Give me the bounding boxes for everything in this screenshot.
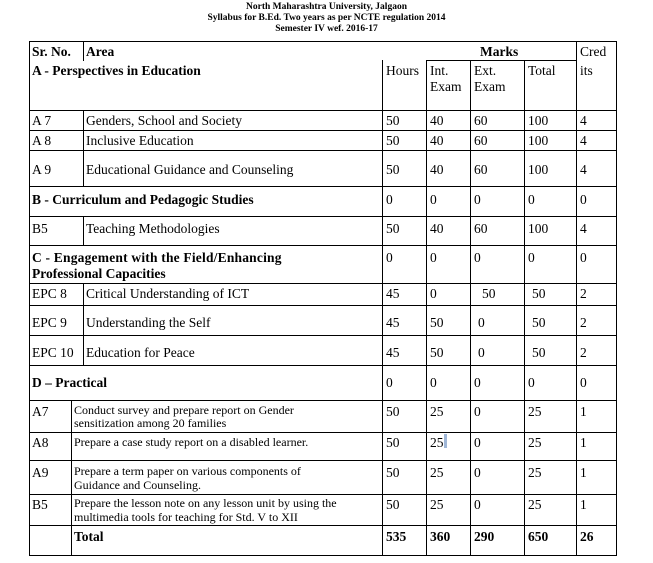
section-heading: B - Curriculum and Pedagogic Studies	[32, 192, 254, 207]
col-marks: Marks	[480, 44, 519, 59]
cell-total: 0	[528, 192, 535, 207]
cell-total: 50	[532, 315, 546, 330]
cell-sr-no: A 7	[32, 113, 52, 128]
cell-area: multimedia tools for teaching for Std. V to XII	[74, 510, 298, 524]
cell-total: 50	[532, 345, 546, 360]
rule	[29, 305, 617, 306]
rule	[29, 41, 617, 42]
rule	[29, 494, 617, 495]
cell-ext-exam: 0	[474, 497, 481, 512]
cell-total: 0	[528, 250, 535, 265]
rule	[426, 60, 427, 556]
cell-hours: 50	[386, 113, 400, 128]
cell-total: 25	[528, 465, 542, 480]
cell-ext-exam: 50	[482, 286, 496, 301]
rule	[71, 400, 72, 556]
col-int-exam: Int.	[430, 63, 449, 78]
cell-credits: 4	[580, 113, 587, 128]
cell-hours: 50	[386, 435, 400, 450]
cell-ext-exam: 0	[474, 250, 481, 265]
cell-sr-no: EPC 8	[32, 286, 67, 301]
cell-ext-exam: 0	[474, 192, 481, 207]
cell-ext-exam: 0	[478, 345, 485, 360]
cell-int-exam: 360	[430, 529, 451, 544]
col-sr-no: Sr. No.	[32, 44, 71, 59]
rule	[29, 335, 617, 336]
cell-ext-exam: 60	[474, 162, 488, 177]
cell-int-exam: 40	[430, 221, 444, 236]
cell-ext-exam: 0	[474, 435, 481, 450]
rule	[382, 60, 383, 556]
rule	[29, 432, 617, 433]
cell-hours: 50	[386, 404, 400, 419]
cell-int-exam: 25	[430, 465, 444, 480]
rule	[29, 283, 617, 284]
cell-ext-exam: 0	[474, 375, 481, 390]
cell-hours: 50	[386, 465, 400, 480]
cell-total: 100	[528, 162, 549, 177]
section-heading: A - Perspectives in Education	[32, 63, 201, 78]
section-heading: D – Practical	[32, 375, 107, 390]
rule	[29, 41, 30, 556]
rule	[83, 110, 84, 187]
rule	[29, 245, 617, 246]
cell-credits: 1	[580, 465, 587, 480]
rule	[29, 400, 617, 401]
cell-sr-no: EPC 9	[32, 315, 67, 330]
cell-sr-no: EPC 10	[32, 345, 74, 360]
cell-int-exam: 25	[430, 497, 444, 512]
cell-total: 25	[528, 497, 542, 512]
cell-area: Understanding the Self	[86, 315, 211, 330]
cell-sr-no: B5	[32, 497, 48, 512]
rule	[524, 60, 525, 556]
cell-area: Guidance and Counseling.	[74, 478, 201, 492]
cell-hours: 50	[386, 221, 400, 236]
col-credits: Cred	[580, 44, 607, 59]
col-area: Area	[86, 44, 115, 59]
cell-area: Education for Peace	[86, 345, 195, 360]
col-credits: its	[580, 63, 593, 78]
cell-int-exam: 40	[430, 113, 444, 128]
cell-ext-exam: 60	[474, 221, 488, 236]
cell-credits: 1	[580, 435, 587, 450]
cell-sr-no: B5	[32, 221, 48, 236]
cell-hours: 0	[386, 250, 393, 265]
rule	[29, 150, 617, 151]
cell-total: 25	[528, 435, 542, 450]
rule	[616, 41, 617, 556]
cell-credits: 26	[580, 529, 594, 544]
cell-credits: 2	[580, 315, 587, 330]
cell-credits: 1	[580, 404, 587, 419]
cell-int-exam: 50	[430, 315, 444, 330]
cell-int-exam: 0	[430, 375, 437, 390]
rule	[29, 216, 617, 217]
cell-total: 100	[528, 133, 549, 148]
rule	[29, 555, 617, 556]
cell-int-exam: 0	[430, 192, 437, 207]
cell-sr-no: A 8	[32, 133, 52, 148]
section-heading: Professional Capacities	[32, 266, 166, 281]
rule	[29, 186, 617, 187]
rule	[576, 41, 577, 556]
cell-area: Inclusive Education	[86, 133, 194, 148]
cell-area: Critical Understanding of ICT	[86, 286, 250, 301]
cell-credits: 2	[580, 286, 587, 301]
cell-hours: 0	[386, 375, 393, 390]
col-hours: Hours	[386, 63, 419, 78]
cell-ext-exam: 60	[474, 133, 488, 148]
cell-hours: 50	[386, 497, 400, 512]
cell-hours: 0	[386, 192, 393, 207]
cell-credits: 0	[580, 375, 587, 390]
cell-total: 100	[528, 221, 549, 236]
col-ext-exam: Exam	[474, 79, 506, 94]
header-university: North Maharashtra University, Jalgaon	[246, 2, 407, 12]
cell-int-exam: 40	[430, 133, 444, 148]
cell-area: Prepare a case study report on a disabled learner.	[74, 435, 309, 449]
text-cursor	[444, 434, 447, 448]
cell-hours: 45	[386, 345, 400, 360]
cell-int-exam: 25	[430, 435, 444, 450]
rule	[29, 110, 617, 111]
cell-hours: 50	[386, 162, 400, 177]
cell-ext-exam: 0	[478, 315, 485, 330]
cell-credits: 4	[580, 162, 587, 177]
cell-area: Genders, School and Society	[86, 113, 242, 128]
cell-credits: 0	[580, 192, 587, 207]
cell-hours: 45	[386, 315, 400, 330]
cell-credits: 1	[580, 497, 587, 512]
rule	[29, 525, 617, 526]
cell-int-exam: 0	[430, 286, 437, 301]
header-semester: Semester IV wef. 2016-17	[275, 24, 378, 34]
col-total: Total	[528, 63, 556, 78]
cell-credits: 2	[580, 345, 587, 360]
cell-area: Prepare a term paper on various components of	[74, 464, 301, 478]
cell-total: 100	[528, 113, 549, 128]
rule	[426, 60, 576, 61]
cell-hours: 535	[386, 529, 407, 544]
cell-sr-no: A8	[32, 435, 49, 450]
cell-int-exam: 0	[430, 250, 437, 265]
rule	[29, 365, 617, 366]
cell-sr-no: A 9	[32, 162, 52, 177]
cell-int-exam: 50	[430, 345, 444, 360]
section-heading: C - Engagement with the Field/Enhancing	[32, 250, 282, 265]
rule	[29, 130, 617, 131]
cell-area: Teaching Methodologies	[86, 221, 220, 236]
cell-total: 25	[528, 404, 542, 419]
total-label: Total	[74, 529, 104, 544]
col-ext-exam: Ext.	[474, 63, 497, 78]
cell-area: Prepare the lesson note on any lesson unit by using the	[74, 496, 337, 510]
rule	[83, 41, 84, 61]
header-syllabus: Syllabus for B.Ed. Two years as per NCTE regulation 2014	[207, 13, 446, 23]
cell-ext-exam: 0	[474, 404, 481, 419]
cell-ext-exam: 290	[474, 529, 495, 544]
cell-total: 0	[528, 375, 535, 390]
cell-hours: 50	[386, 133, 400, 148]
cell-area: Educational Guidance and Counseling	[86, 162, 294, 177]
cell-total: 650	[528, 529, 549, 544]
cell-ext-exam: 60	[474, 113, 488, 128]
cell-credits: 4	[580, 221, 587, 236]
cell-area: Conduct survey and prepare report on Gender	[74, 403, 294, 417]
cell-credits: 0	[580, 250, 587, 265]
cell-int-exam: 40	[430, 162, 444, 177]
rule	[470, 60, 471, 556]
cell-int-exam: 25	[430, 404, 444, 419]
rule	[83, 216, 84, 246]
cell-hours: 45	[386, 286, 400, 301]
col-int-exam: Exam	[430, 79, 462, 94]
cell-area: sensitization among 20 families	[74, 416, 227, 430]
cell-sr-no: A9	[32, 465, 49, 480]
cell-credits: 4	[580, 133, 587, 148]
rule	[29, 460, 617, 461]
cell-sr-no: A7	[32, 404, 49, 419]
cell-total: 50	[532, 286, 546, 301]
rule	[83, 283, 84, 366]
cell-ext-exam: 0	[474, 465, 481, 480]
